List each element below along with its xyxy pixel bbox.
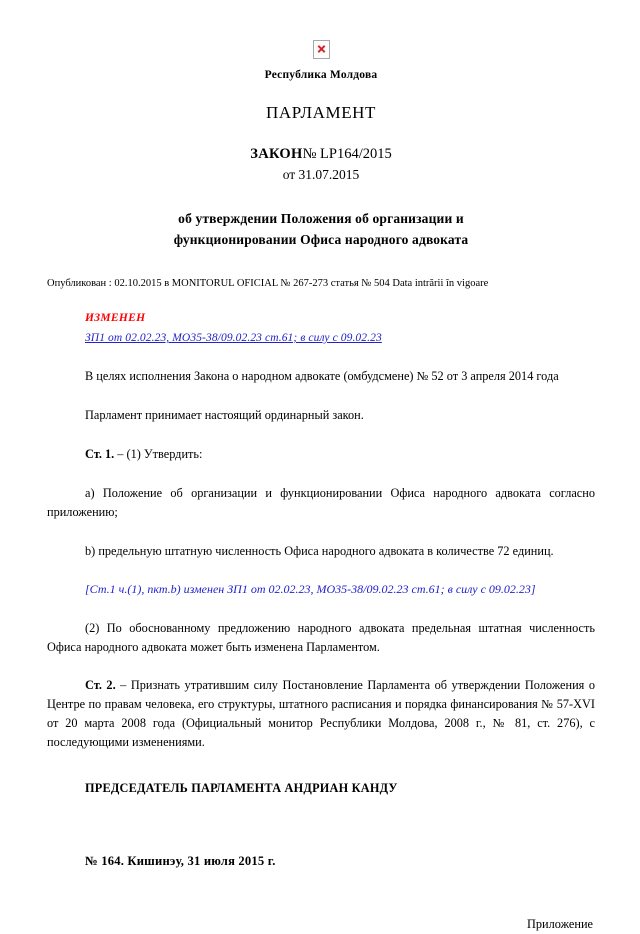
amendment-status: ИЗМЕНЕН	[85, 311, 146, 324]
annex-label: Приложение	[527, 917, 593, 932]
document-header	[47, 40, 595, 251]
law-date: от 31.07.2015	[282, 166, 360, 182]
article-1-text: – (1) Утвердить:	[114, 446, 203, 461]
amendment-block	[85, 305, 595, 347]
article-1-label: Ст. 1.	[85, 446, 115, 461]
article-1-item-b: b) предельную штатную численность Офиса народного адвоката в количестве 72 единиц.	[85, 543, 554, 558]
article-1-paragraph	[47, 445, 595, 464]
adoption-paragraph: Парламент принимает настоящий ординарный закон.	[85, 407, 364, 422]
article-2-text: – Признать утратившим силу Постановление Парламента об утверждении Положения о Центре по правам человека, его структуры, штатного расписания и порядка финансирования № 57-XVI от 20 марта 2008 года (Официальный монитор Республики Молдова, 2008 г., № 81, ст. 276), с последующими изменениями.	[47, 677, 595, 749]
document-title-line-1: об утверждении Положения об организации и	[178, 211, 464, 227]
article-1-part-2: (2) По обоснованному предложению народного адвоката предельная штатная численность Офиса народного адвоката может быть изменена Парламентом.	[47, 620, 595, 654]
country-name: Республика Молдова	[264, 69, 378, 81]
document-title-line-2: функционировании Офиса народного адвоката	[173, 232, 469, 248]
article-2-paragraph	[47, 676, 595, 752]
amendment-reference-link[interactable]: ЗП1 от 02.02.23, МО35-38/09.02.23 ст.61; в силу с 09.02.23	[85, 332, 382, 345]
institution-name: ПАРЛАМЕНТ	[265, 102, 377, 122]
publication-info: Опубликован : 02.10.2015 в MONITORUL OFICIAL № 267-273 статья № 504 Data intrării în vigoare	[47, 278, 489, 290]
article-1-item-a: a) Положение об организации и функционировании Офиса народного адвоката согласно приложению;	[47, 485, 595, 519]
law-number-line	[47, 145, 595, 165]
document-title	[47, 209, 595, 251]
law-number: № LP164/2015	[302, 146, 392, 163]
law-label: ЗАКОН	[250, 146, 303, 163]
number-and-date-line: № 164. Кишинэу, 31 июля 2015 г.	[85, 854, 276, 869]
signatory-line: ПРЕДСЕДАТЕЛЬ ПАРЛАМЕНТА АНДРИАН КАНДУ	[85, 780, 398, 795]
broken-image-icon	[313, 40, 330, 59]
article-1-amendment-note: [Ст.1 ч.(1), пкт.b) изменен ЗП1 от 02.02.23, МО35-38/09.02.23 ст.61; в силу с 09.02.23]	[85, 581, 536, 596]
article-2-label: Ст. 2.	[85, 677, 116, 692]
preamble-paragraph: В целях исполнения Закона о народном адвокате (омбудсмене) № 52 от 3 апреля 2014 года	[85, 368, 559, 383]
